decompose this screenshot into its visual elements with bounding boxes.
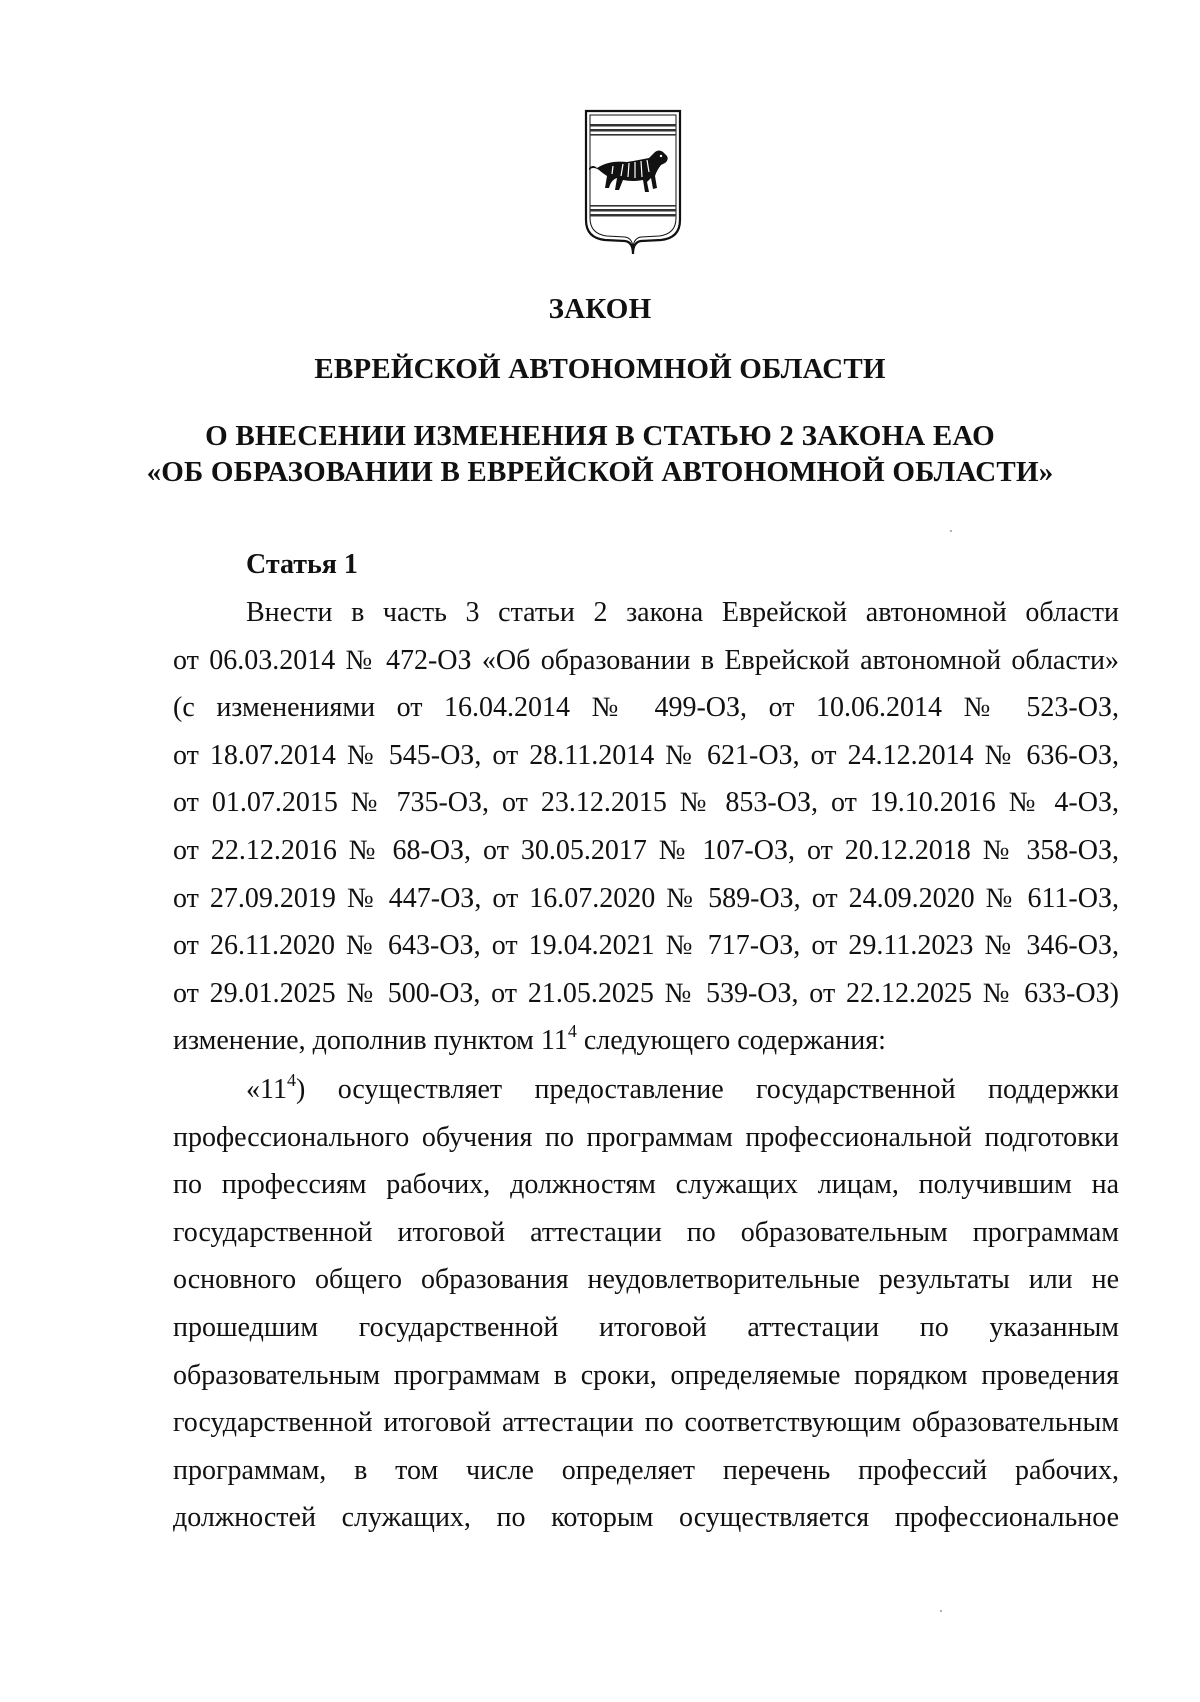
text-fragment: изменение, дополнив пунктом 11 xyxy=(173,1025,568,1057)
text-fragment: «11 xyxy=(246,1074,287,1105)
law-title-line-1: О ВНЕСЕНИИ ИЗМЕНЕНИЯ В СТАТЬЮ 2 ЗАКОНА ЕАО xyxy=(205,420,995,452)
text-line: по профессиям рабочих, должностям служащих лицам, получившим на xyxy=(173,1169,1119,1201)
text-line xyxy=(173,1066,1119,1114)
text-line: образовательным программам в сроки, определяемые порядком проведения xyxy=(173,1359,1119,1391)
text-fragment: следующего содержания: xyxy=(576,1025,886,1057)
text-line: профессионального обучения по программам профессиональной подготовки xyxy=(173,1121,1119,1153)
article-paragraph-1 xyxy=(173,589,1119,1065)
text-line: государственной итоговой аттестации по образовательным программам xyxy=(173,1216,1119,1248)
scan-speck xyxy=(950,530,952,532)
text-line: от 27.09.2019 № 447-ОЗ, от 16.07.2020 № 589-ОЗ, от 24.09.2020 № 611-ОЗ, xyxy=(173,882,1119,914)
text-fragment: ) осуществляет предоставление государственной поддержки xyxy=(295,1074,1119,1105)
text-line: основного общего образования неудовлетворительные результаты или не xyxy=(173,1264,1119,1296)
superscript: 4 xyxy=(567,1021,577,1042)
article-heading: Статья 1 xyxy=(246,549,358,580)
scan-speck xyxy=(940,1610,942,1612)
region-name: ЕВРЕЙСКОЙ АВТОНОМНОЙ ОБЛАСТИ xyxy=(314,353,886,385)
article-paragraph-2 xyxy=(173,1066,1119,1542)
text-line: государственной итоговой аттестации по соответствующим образовательным xyxy=(173,1407,1119,1439)
text-line: от 01.07.2015 № 735-ОЗ, от 23.12.2015 № 853-ОЗ, от 19.10.2016 № 4-ОЗ, xyxy=(173,787,1119,819)
text-line: от 18.07.2014 № 545-ОЗ, от 28.11.2014 № 621-ОЗ, от 24.12.2014 № 636-ОЗ, xyxy=(173,739,1119,771)
text-line: Внести в часть 3 статьи 2 закона Еврейской автономной области xyxy=(246,597,1119,628)
law-title-line-2: «ОБ ОБРАЗОВАНИИ В ЕВРЕЙСКОЙ АВТОНОМНОЙ ОБЛАСТИ» xyxy=(146,456,1054,488)
superscript: 4 xyxy=(286,1070,296,1090)
text-line: от 22.12.2016 № 68-ОЗ, от 30.05.2017 № 107-ОЗ, от 20.12.2018 № 358-ОЗ, xyxy=(173,834,1119,866)
text-line: от 26.11.2020 № 643-ОЗ, от 19.04.2021 № 717-ОЗ, от 29.11.2023 № 346-ОЗ, xyxy=(173,930,1119,962)
text-line: программам, в том числе определяет перечень профессий рабочих, xyxy=(173,1454,1119,1486)
text-line: (с изменениями от 16.04.2014 № 499-ОЗ, от 10.06.2014 № 523-ОЗ, xyxy=(173,692,1119,724)
text-line: должностей служащих, по которым осуществляется профессиональное xyxy=(173,1502,1119,1534)
text-line: прошедшим государственной итоговой аттестации по указанным xyxy=(173,1311,1119,1343)
tiger-coat-of-arms-icon xyxy=(583,108,683,256)
text-line xyxy=(173,1017,1119,1065)
text-line: от 06.03.2014 № 472-ОЗ «Об образовании в Еврейской автономной области» xyxy=(173,644,1119,676)
text-line: от 29.01.2025 № 500-ОЗ, от 21.05.2025 № 539-ОЗ, от 22.12.2025 № 633-ОЗ) xyxy=(173,977,1119,1009)
document-type: ЗАКОН xyxy=(548,293,652,325)
